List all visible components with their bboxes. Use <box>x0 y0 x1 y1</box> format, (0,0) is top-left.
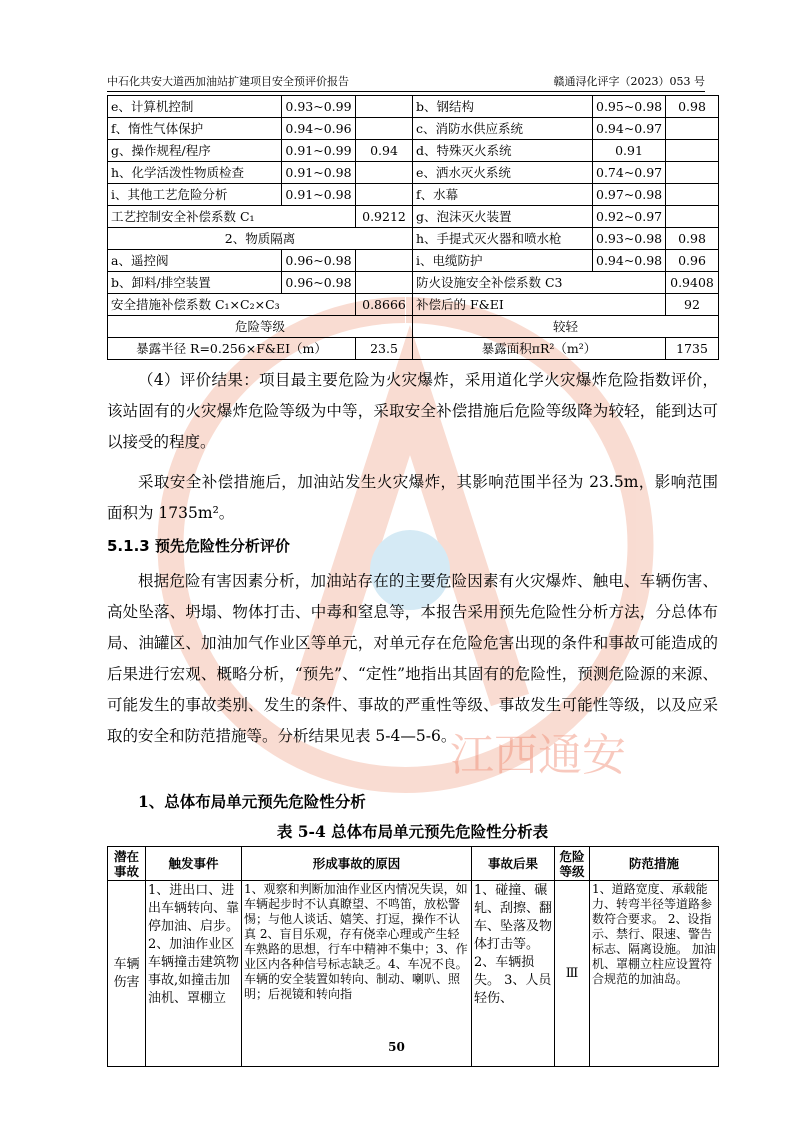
header-title: 中石化共安大道西加油站扩建项目安全预评价报告 <box>107 75 349 88</box>
trigger-cell: 1、进出口、进出车辆转向、靠停加油、启步。2、加油作业区车辆撞击建筑物事故,如撞击加油机、罩棚立 <box>146 881 242 1067</box>
table-row <box>108 294 719 316</box>
table-row <box>108 140 719 162</box>
fei-value: 92 <box>666 294 719 316</box>
table-cell: 0.97~0.98 <box>593 184 666 206</box>
radius-value: 23.5 <box>356 338 413 360</box>
table-cell: 0.98 <box>666 96 719 118</box>
header-report-number: 赣通浔化评字（2023）053 号 <box>553 75 705 88</box>
total-label: 安全措施补偿系数 C₁×C₂×C₃ <box>108 294 356 316</box>
table-row <box>108 316 719 338</box>
table-cell <box>666 162 719 184</box>
fei-label: 补偿后的 F&EI <box>413 294 666 316</box>
area-label: 暴露面积πR²（m²） <box>413 338 666 360</box>
table-cell: c、消防水供应系统 <box>413 118 593 140</box>
header-cell: 形成事故的原因 <box>242 847 472 881</box>
cause-cell: 1、观察和判断加油作业区内情况失误，如车辆起步时不认真瞭望、不鸣笛，放松警惕；与他人谈话、嬉笑、打逗，操作不认真 2、盲目乐观，存有侥幸心理或产生轻车熟路的思想，行车中精神不集中；3、作业区内各种信号标志缺乏。4、车况不良。车辆的安全装置如转向、制动、喇叭、照明；后视镜和转向指 <box>242 881 472 1067</box>
discharge-range: 0.96~0.98 <box>282 272 356 294</box>
header-cell: 事故后果 <box>472 847 555 881</box>
c1-value: 0.9212 <box>356 206 413 228</box>
cable-label: i、电缆防护 <box>413 250 593 272</box>
pha-table <box>107 846 719 1067</box>
foam-label: g、泡沫灭火装置 <box>413 206 593 228</box>
subsection-heading: 1、总体布局单元预先危险性分析 <box>138 792 366 811</box>
measures-cell: 1、道路宽度、承载能力、转弯半径等道路参数符合要求。 2、设指示、禁行、限速、警告标志、隔离设施。 加油机、罩棚立柱应设置符合规范的加油岛。 <box>590 881 719 1067</box>
header-cell: 触发事件 <box>146 847 242 881</box>
level-cell: Ⅲ <box>555 881 590 1067</box>
hazard-label: 危险等级 <box>108 316 413 338</box>
cable-range: 0.94~0.98 <box>593 250 666 272</box>
table-header-row <box>108 847 719 881</box>
table-cell: h、化学活泼性物质检查 <box>108 162 282 184</box>
table-cell: f、惰性气体保护 <box>108 118 282 140</box>
table-row <box>108 250 719 272</box>
table-cell <box>356 162 413 184</box>
table-cell: 0.93~0.99 <box>282 96 356 118</box>
table-cell: 0.91~0.98 <box>282 162 356 184</box>
table-cell <box>356 96 413 118</box>
section-heading: 5.1.3 预先危险性分析评价 <box>107 537 290 555</box>
foam-range: 0.92~0.97 <box>593 206 666 228</box>
table-cell: 0.91 <box>593 140 666 162</box>
table-row <box>108 96 719 118</box>
accident-cell: 车辆伤害 <box>108 881 146 1067</box>
table-cell: 0.95~0.98 <box>593 96 666 118</box>
consequence-cell: 1、碰撞、碾轧、刮擦、翻车、坠落及物体打击等。 2、车辆损失。 3、人员轻伤、 <box>472 881 555 1067</box>
discharge-label: b、卸料/排空装置 <box>108 272 282 294</box>
table-cell: 0.94~0.97 <box>593 118 666 140</box>
c3-value: 0.9408 <box>666 272 719 294</box>
header-cell: 潜在事故 <box>108 847 146 881</box>
watermark-text: 江西通安 <box>450 730 626 781</box>
table-row <box>108 228 719 250</box>
radius-label: 暴露半径 R=0.256×F&EI（m） <box>108 338 356 360</box>
area-value: 1735 <box>666 338 719 360</box>
page-header <box>107 74 705 92</box>
table-row <box>108 881 719 1067</box>
remote-valve-range: 0.96~0.98 <box>282 250 356 272</box>
extinguisher-range: 0.93~0.98 <box>593 228 666 250</box>
evaluation-result-paragraph: （4）评价结果：项目最主要危险为火灾爆炸，采用道化学火灾爆炸危险指数评价，该站固有的火灾爆炸危险等级为中等，采取安全补偿措施后危险等级降为较轻，能到达可以接受的程度。 <box>107 371 718 451</box>
table-cell: 0.91~0.99 <box>282 140 356 162</box>
table-row <box>108 162 719 184</box>
table-cell: 0.74~0.97 <box>593 162 666 184</box>
table-cell: e、洒水灭火系统 <box>413 162 593 184</box>
table-cell <box>356 184 413 206</box>
table-cell: i、其他工艺危险分析 <box>108 184 282 206</box>
page-number: 50 <box>388 1040 405 1054</box>
table-cell: f、水幕 <box>413 184 593 206</box>
total-value: 0.8666 <box>356 294 413 316</box>
table-cell <box>666 184 719 206</box>
extinguisher-value: 0.98 <box>666 228 719 250</box>
compensation-table <box>107 95 719 360</box>
pha-intro-paragraph: 根据危险有害因素分析，加油站存在的主要危险因素有火灾爆炸、触电、车辆伤害、高处坠落、坍塌、物体打击、中毒和窒息等，本报告采用预先危险性分析方法，分总体布局、油罐区、加油加气作业区等单元，对单元存在危险危害出现的条件和事故可能造成的后果进行宏观、概略分析，“预先”、“定性”地指出其固有的危险性，预测危险源的来源、可能发生的事故类别、发生的条件、事故的严重性等级、事故发生可能性等级，以及应采取的安全和防范措施等。分析结果见表 5-4—5-6。 <box>107 572 718 745</box>
table-cell: 0.94~0.96 <box>282 118 356 140</box>
table-cell: 0.91~0.98 <box>282 184 356 206</box>
table-cell <box>666 140 719 162</box>
table-cell: d、特殊灭火系统 <box>413 140 593 162</box>
extinguisher-label: h、手提式灭火器和喷水枪 <box>413 228 593 250</box>
table-caption: 表 5-4 总体布局单元预先危险性分析表 <box>276 822 549 841</box>
impact-range-paragraph: 采取安全补偿措施后，加油站发生火灾爆炸，其影响范围半径为 23.5m，影响范围面积为 1735m²。 <box>107 473 718 522</box>
header-cell: 防范措施 <box>590 847 719 881</box>
table-row <box>108 184 719 206</box>
table-row <box>108 206 719 228</box>
cable-value: 0.96 <box>666 250 719 272</box>
table-cell: b、钢结构 <box>413 96 593 118</box>
table-cell <box>356 118 413 140</box>
material-isolation: 2、物质隔离 <box>108 228 413 250</box>
remote-valve: a、遥控阀 <box>108 250 282 272</box>
table-cell: 0.94 <box>356 140 413 162</box>
table-row <box>108 338 719 360</box>
table-cell: g、操作规程/程序 <box>108 140 282 162</box>
header-cell: 危险等级 <box>555 847 590 881</box>
table-cell: e、计算机控制 <box>108 96 282 118</box>
table-cell <box>666 118 719 140</box>
table-row <box>108 118 719 140</box>
hazard-value: 较轻 <box>413 316 719 338</box>
table-row <box>108 272 719 294</box>
c3-label: 防火设施安全补偿系数 C3 <box>413 272 666 294</box>
c1-label: 工艺控制安全补偿系数 C₁ <box>108 206 356 228</box>
